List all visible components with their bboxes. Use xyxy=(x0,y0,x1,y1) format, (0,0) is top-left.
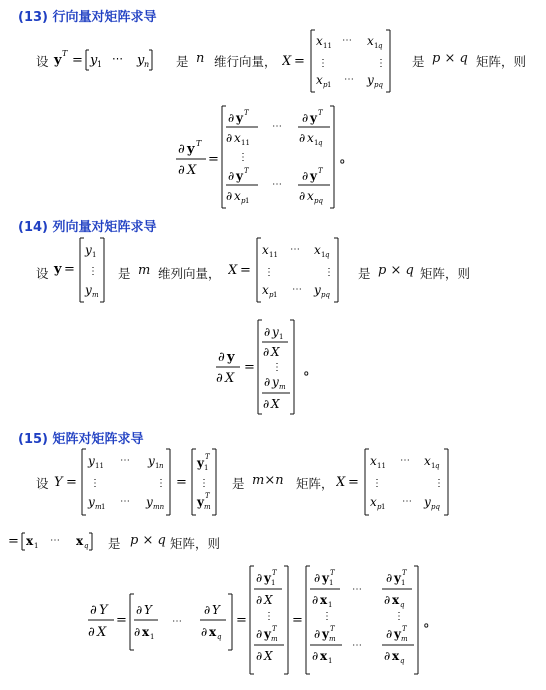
svg-text:q: q xyxy=(400,601,405,609)
svg-text:∂: ∂ xyxy=(218,350,225,365)
svg-text:⋮: ⋮ xyxy=(272,362,282,373)
svg-text:=: = xyxy=(292,613,303,628)
svg-text:y: y xyxy=(264,627,271,641)
svg-text:x: x xyxy=(26,534,34,548)
svg-text:X: X xyxy=(336,475,346,490)
svg-text:x: x xyxy=(316,34,323,48)
svg-text:⋮: ⋮ xyxy=(88,266,98,277)
svg-text:y: y xyxy=(424,495,431,509)
svg-text:T: T xyxy=(272,625,277,633)
svg-text:x: x xyxy=(307,189,314,203)
svg-text:T: T xyxy=(244,167,249,175)
svg-text:1: 1 xyxy=(279,333,284,341)
svg-text:y: y xyxy=(148,454,155,468)
svg-text:q: q xyxy=(378,42,383,50)
svg-text:⋮: ⋮ xyxy=(238,152,248,163)
section-14-m: m xyxy=(138,263,151,278)
svg-text:⋯: ⋯ xyxy=(292,284,302,295)
svg-text:T: T xyxy=(318,109,323,117)
section-15-matrix-comma: 矩阵， xyxy=(296,476,334,491)
svg-text:m: m xyxy=(271,635,278,643)
svg-text:Y: Y xyxy=(144,603,152,617)
svg-text:⋯: ⋯ xyxy=(172,616,182,627)
svg-text:p: p xyxy=(241,197,246,205)
svg-text:y: y xyxy=(187,142,195,157)
svg-text:y: y xyxy=(272,325,279,339)
svg-text:⋮: ⋮ xyxy=(372,478,382,489)
svg-text:∂: ∂ xyxy=(256,649,263,663)
svg-text:x: x xyxy=(320,593,328,607)
svg-text:1: 1 xyxy=(273,291,278,299)
svg-text:x: x xyxy=(262,243,269,257)
svg-text:p: p xyxy=(323,81,328,89)
svg-text:y: y xyxy=(137,53,145,68)
svg-text:m: m xyxy=(204,503,211,511)
svg-text:∂: ∂ xyxy=(386,627,393,641)
section-15-X-columns xyxy=(6,528,106,554)
svg-text:⋯: ⋯ xyxy=(272,121,282,132)
svg-text:x: x xyxy=(209,625,217,639)
section-15-matrix-then: 矩阵，则 xyxy=(170,536,221,551)
svg-text:x: x xyxy=(76,534,84,548)
section-13-shi-2: 是 xyxy=(412,54,425,69)
svg-text:X: X xyxy=(228,263,238,278)
section-15-pxq: p × q xyxy=(130,533,166,548)
section-15-matrix-X xyxy=(336,446,460,518)
svg-text:∂: ∂ xyxy=(204,603,211,617)
svg-text:=: = xyxy=(66,475,77,490)
svg-text:⋯: ⋯ xyxy=(344,74,354,85)
svg-text:∂: ∂ xyxy=(302,111,309,125)
svg-text:11: 11 xyxy=(323,42,332,50)
svg-text:1: 1 xyxy=(92,251,97,259)
svg-text:x: x xyxy=(234,189,241,203)
svg-text:x: x xyxy=(314,243,321,257)
section-15-derivative-result xyxy=(86,562,446,678)
svg-text:y: y xyxy=(367,73,374,87)
svg-text:⋯: ⋯ xyxy=(50,535,60,546)
svg-text:m: m xyxy=(401,635,408,643)
svg-text:1: 1 xyxy=(321,251,326,259)
svg-text:y: y xyxy=(236,169,243,183)
svg-text:=: = xyxy=(72,53,83,68)
svg-text:∂: ∂ xyxy=(312,593,319,607)
section-14-shi: 是 xyxy=(118,266,131,281)
svg-text:⋮: ⋮ xyxy=(324,267,334,278)
svg-text:1: 1 xyxy=(271,579,276,587)
svg-text:⋮: ⋮ xyxy=(264,611,274,622)
svg-text:⋮: ⋮ xyxy=(156,478,166,489)
svg-text:1: 1 xyxy=(431,462,436,470)
svg-text:x: x xyxy=(392,649,400,663)
svg-text:=: = xyxy=(244,360,255,375)
svg-text:11: 11 xyxy=(241,139,250,147)
svg-text:x: x xyxy=(262,283,269,297)
svg-text:∂: ∂ xyxy=(384,649,391,663)
section-14-matrix-X xyxy=(228,236,352,304)
svg-text:y: y xyxy=(54,53,62,68)
svg-text:⋮: ⋮ xyxy=(394,611,404,622)
svg-text:y: y xyxy=(85,243,92,257)
svg-text:Y: Y xyxy=(212,603,220,617)
svg-text:∂: ∂ xyxy=(264,325,271,339)
svg-text:Y: Y xyxy=(54,475,63,490)
section-13-matrix-X xyxy=(282,28,406,94)
svg-text:x: x xyxy=(234,131,241,145)
svg-text:∂: ∂ xyxy=(386,571,393,585)
section-14-period: 。 xyxy=(304,362,317,377)
section-14-col-vector-y-def xyxy=(52,236,118,304)
svg-text:=: = xyxy=(348,475,359,490)
svg-text:1: 1 xyxy=(245,197,250,205)
section-15-shi: 是 xyxy=(232,476,245,491)
svg-text:∂: ∂ xyxy=(384,593,391,607)
svg-text:pq: pq xyxy=(314,197,323,205)
svg-text:T: T xyxy=(272,569,277,577)
svg-text:1: 1 xyxy=(329,579,334,587)
svg-text:1: 1 xyxy=(150,633,155,641)
section-14-she: 设 xyxy=(36,266,49,281)
svg-text:11: 11 xyxy=(269,251,278,259)
svg-text:∂: ∂ xyxy=(136,603,143,617)
svg-text:Y: Y xyxy=(99,603,108,618)
svg-text:⋯: ⋯ xyxy=(112,52,123,65)
svg-text:1: 1 xyxy=(328,657,333,665)
section-13-pxq: p × q xyxy=(432,51,468,66)
svg-text:X: X xyxy=(187,163,197,178)
svg-text:p: p xyxy=(269,291,274,299)
svg-text:∂: ∂ xyxy=(299,189,306,203)
svg-text:y: y xyxy=(236,111,243,125)
svg-text:pq: pq xyxy=(431,503,440,511)
section-15-matrix-Y-def xyxy=(52,446,232,518)
svg-text:x: x xyxy=(370,495,377,509)
svg-text:⋮: ⋮ xyxy=(376,58,386,69)
svg-text:p: p xyxy=(377,503,382,511)
svg-text:X: X xyxy=(225,371,235,386)
svg-text:pq: pq xyxy=(374,81,383,89)
svg-text:T: T xyxy=(196,139,202,148)
svg-text:⋮: ⋮ xyxy=(434,478,444,489)
svg-text:=: = xyxy=(176,475,187,490)
svg-text:x: x xyxy=(392,593,400,607)
svg-text:1: 1 xyxy=(34,542,39,550)
svg-text:T: T xyxy=(205,453,210,461)
svg-text:T: T xyxy=(62,49,68,58)
svg-text:q: q xyxy=(325,251,330,259)
section-13-she: 设 xyxy=(36,54,49,69)
svg-text:∂: ∂ xyxy=(256,571,263,585)
section-13-matrix-then: 矩阵，则 xyxy=(476,54,527,69)
svg-text:⋯: ⋯ xyxy=(120,455,130,466)
svg-text:y: y xyxy=(272,375,279,389)
section-13-row-vector-label: 维行向量， xyxy=(214,54,277,69)
svg-text:T: T xyxy=(330,569,335,577)
svg-text:⋮: ⋮ xyxy=(322,611,332,622)
svg-text:=: = xyxy=(294,54,305,69)
svg-text:⋯: ⋯ xyxy=(120,496,130,507)
svg-text:∂: ∂ xyxy=(256,627,263,641)
svg-text:y: y xyxy=(54,262,62,277)
section-14-shi-2: 是 xyxy=(358,266,371,281)
svg-text:n: n xyxy=(144,60,150,69)
svg-text:x: x xyxy=(316,73,323,87)
svg-text:1: 1 xyxy=(155,462,160,470)
section-15-she: 设 xyxy=(36,476,49,491)
svg-text:T: T xyxy=(205,492,210,500)
svg-text:q: q xyxy=(84,542,89,550)
svg-text:y: y xyxy=(394,627,401,641)
section-15-heading: (15) 矩阵对矩阵求导 xyxy=(18,432,144,447)
svg-text:∂: ∂ xyxy=(314,627,321,641)
svg-text:∂: ∂ xyxy=(263,345,270,359)
svg-text:X: X xyxy=(282,54,292,69)
svg-text:T: T xyxy=(330,625,335,633)
svg-text:1: 1 xyxy=(204,464,209,472)
section-15-period: 。 xyxy=(424,614,437,629)
svg-text:∂: ∂ xyxy=(88,625,95,640)
svg-text:∂: ∂ xyxy=(299,131,306,145)
svg-text:X: X xyxy=(271,345,280,359)
svg-text:x: x xyxy=(424,454,431,468)
svg-text:=: = xyxy=(116,613,127,628)
svg-text:∂: ∂ xyxy=(256,593,263,607)
svg-text:1: 1 xyxy=(327,81,332,89)
svg-text:n: n xyxy=(159,462,164,470)
svg-text:∂: ∂ xyxy=(178,142,185,157)
svg-text:=: = xyxy=(64,262,75,277)
svg-text:y: y xyxy=(314,283,321,297)
svg-text:∂: ∂ xyxy=(312,649,319,663)
svg-text:T: T xyxy=(244,109,249,117)
svg-text:y: y xyxy=(88,495,95,509)
svg-text:y: y xyxy=(88,454,95,468)
svg-text:⋮: ⋮ xyxy=(318,58,328,69)
svg-text:∂: ∂ xyxy=(134,625,141,639)
svg-text:y: y xyxy=(90,53,98,68)
svg-text:y: y xyxy=(322,627,329,641)
section-13-row-vector-y-def xyxy=(52,44,172,76)
svg-text:y: y xyxy=(146,495,153,509)
svg-text:X: X xyxy=(271,397,280,411)
section-13-heading: (13) 行向量对矩阵求导 xyxy=(18,10,157,25)
section-15-shi-2: 是 xyxy=(108,536,121,551)
section-13-n: n xyxy=(196,51,205,66)
svg-text:1: 1 xyxy=(374,42,379,50)
svg-text:y: y xyxy=(264,571,271,585)
svg-text:x: x xyxy=(320,649,328,663)
svg-text:⋯: ⋯ xyxy=(290,244,300,255)
svg-text:∂: ∂ xyxy=(226,131,233,145)
svg-text:x: x xyxy=(370,454,377,468)
svg-text:∂: ∂ xyxy=(264,375,271,389)
svg-text:∂: ∂ xyxy=(228,111,235,125)
svg-text:y: y xyxy=(310,111,317,125)
svg-text:q: q xyxy=(435,462,440,470)
svg-text:1: 1 xyxy=(328,601,333,609)
svg-text:⋮: ⋮ xyxy=(199,478,209,489)
svg-text:X: X xyxy=(264,593,273,607)
svg-text:1: 1 xyxy=(314,139,319,147)
svg-text:1: 1 xyxy=(381,503,386,511)
section-14-matrix-then: 矩阵，则 xyxy=(420,266,471,281)
svg-text:⋯: ⋯ xyxy=(402,496,412,507)
svg-text:mn: mn xyxy=(153,503,165,511)
svg-text:∂: ∂ xyxy=(226,189,233,203)
svg-text:y: y xyxy=(394,571,401,585)
svg-text:y: y xyxy=(310,169,317,183)
section-13-shi: 是 xyxy=(176,54,189,69)
svg-text:11: 11 xyxy=(95,462,104,470)
svg-text:y: y xyxy=(227,350,235,365)
svg-text:=: = xyxy=(208,152,219,167)
section-14-heading: (14) 列向量对矩阵求导 xyxy=(18,220,157,235)
svg-text:T: T xyxy=(318,167,323,175)
svg-text:y: y xyxy=(197,456,204,470)
svg-text:q: q xyxy=(318,139,323,147)
svg-text:y: y xyxy=(197,495,204,509)
svg-text:⋯: ⋯ xyxy=(352,640,362,651)
svg-text:X: X xyxy=(264,649,273,663)
svg-text:x: x xyxy=(307,131,314,145)
svg-text:∂: ∂ xyxy=(90,603,97,618)
svg-text:x: x xyxy=(142,625,150,639)
svg-text:m: m xyxy=(329,635,336,643)
section-14-derivative-result xyxy=(214,318,318,418)
svg-text:∂: ∂ xyxy=(314,571,321,585)
svg-text:y: y xyxy=(85,283,92,297)
svg-text:=: = xyxy=(240,263,251,278)
svg-text:1: 1 xyxy=(401,579,406,587)
svg-text:∂: ∂ xyxy=(201,625,208,639)
svg-text:q: q xyxy=(217,633,222,641)
section-14-pxq: p × q xyxy=(378,263,414,278)
svg-text:=: = xyxy=(8,534,19,549)
svg-text:1: 1 xyxy=(101,503,106,511)
svg-text:y: y xyxy=(322,571,329,585)
svg-text:⋯: ⋯ xyxy=(272,179,282,190)
section-15-mxn: m×n xyxy=(252,473,284,488)
svg-text:⋯: ⋯ xyxy=(342,35,352,46)
svg-text:m: m xyxy=(92,291,99,299)
svg-text:∂: ∂ xyxy=(263,397,270,411)
svg-text:11: 11 xyxy=(377,462,386,470)
section-13-period: 。 xyxy=(340,150,353,165)
svg-text:m: m xyxy=(95,503,102,511)
svg-text:⋯: ⋯ xyxy=(352,584,362,595)
svg-text:∂: ∂ xyxy=(228,169,235,183)
section-14-col-vector-label: 维列向量， xyxy=(158,266,221,281)
svg-text:∂: ∂ xyxy=(178,163,185,178)
svg-text:X: X xyxy=(97,625,107,640)
svg-text:q: q xyxy=(400,657,405,665)
svg-text:m: m xyxy=(279,383,286,391)
svg-text:pq: pq xyxy=(321,291,330,299)
svg-text:⋮: ⋮ xyxy=(264,267,274,278)
svg-text:∂: ∂ xyxy=(302,169,309,183)
svg-text:⋮: ⋮ xyxy=(90,478,100,489)
svg-text:1: 1 xyxy=(97,60,103,69)
svg-text:⋯: ⋯ xyxy=(400,455,410,466)
svg-text:∂: ∂ xyxy=(216,371,223,386)
svg-text:T: T xyxy=(402,625,407,633)
svg-text:T: T xyxy=(402,569,407,577)
svg-text:x: x xyxy=(367,34,374,48)
svg-text:=: = xyxy=(236,613,247,628)
